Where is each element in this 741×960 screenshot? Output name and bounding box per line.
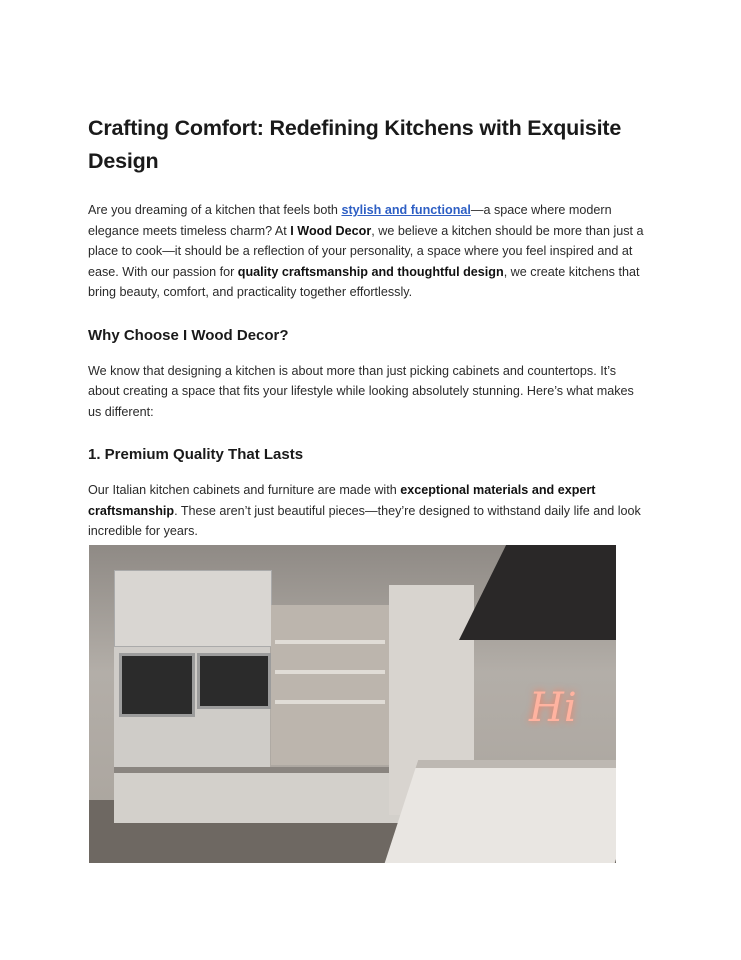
text: Are you dreaming of a kitchen that feels both [88, 203, 342, 217]
lower-cabinets [114, 767, 404, 823]
shelf [275, 670, 385, 674]
shelf [275, 700, 385, 704]
kitchen-island [380, 760, 616, 863]
text: . These aren’t just beautiful pieces—they’re designed to withstand daily life and look incredible for years. [88, 503, 641, 538]
upper-cabinets [114, 570, 272, 647]
intro-paragraph [88, 200, 644, 303]
document-body [88, 112, 644, 566]
shelf-niche [271, 605, 389, 765]
text: , we believe a kitchen should be more than just a place to cook—it should be a reflection of your personality, a space where you feel inspired and at ease. With our passion for [88, 223, 644, 279]
shelf [275, 640, 385, 644]
text: —a space where modern elegance meets timeless charm? At [88, 203, 612, 238]
text: Our Italian kitchen cabinets and furniture are made with [88, 483, 401, 497]
stylish-functional-link[interactable]: stylish and functional [341, 203, 471, 217]
range-hood [459, 545, 616, 640]
section-heading-why-choose: Why Choose I Wood Decor? [88, 326, 289, 344]
oven-left [119, 653, 195, 717]
section-heading-premium-quality: 1. Premium Quality That Lasts [88, 446, 304, 463]
bold-text: quality craftsmanship and thoughtful design [237, 264, 504, 279]
kitchen-photo [89, 545, 616, 863]
page-title: Crafting Comfort: Redefining Kitchens with Exquisite Design [88, 116, 622, 173]
text: , we create kitchens that bring beauty, comfort, and practicality together effortlessly. [88, 264, 640, 299]
oven-right [197, 653, 271, 709]
neon-sign: Hi [529, 685, 577, 731]
premium-quality-paragraph [88, 480, 644, 542]
bold-text: exceptional materials and expert craftsmanship [88, 483, 596, 518]
why-choose-paragraph: We know that designing a kitchen is about more than just picking cabinets and countertops. It’s about creating a space that fits your lifestyle while looking absolutely stunning. Here’s what makes us different: [88, 363, 634, 419]
brand-name: I Wood Decor [290, 223, 372, 238]
